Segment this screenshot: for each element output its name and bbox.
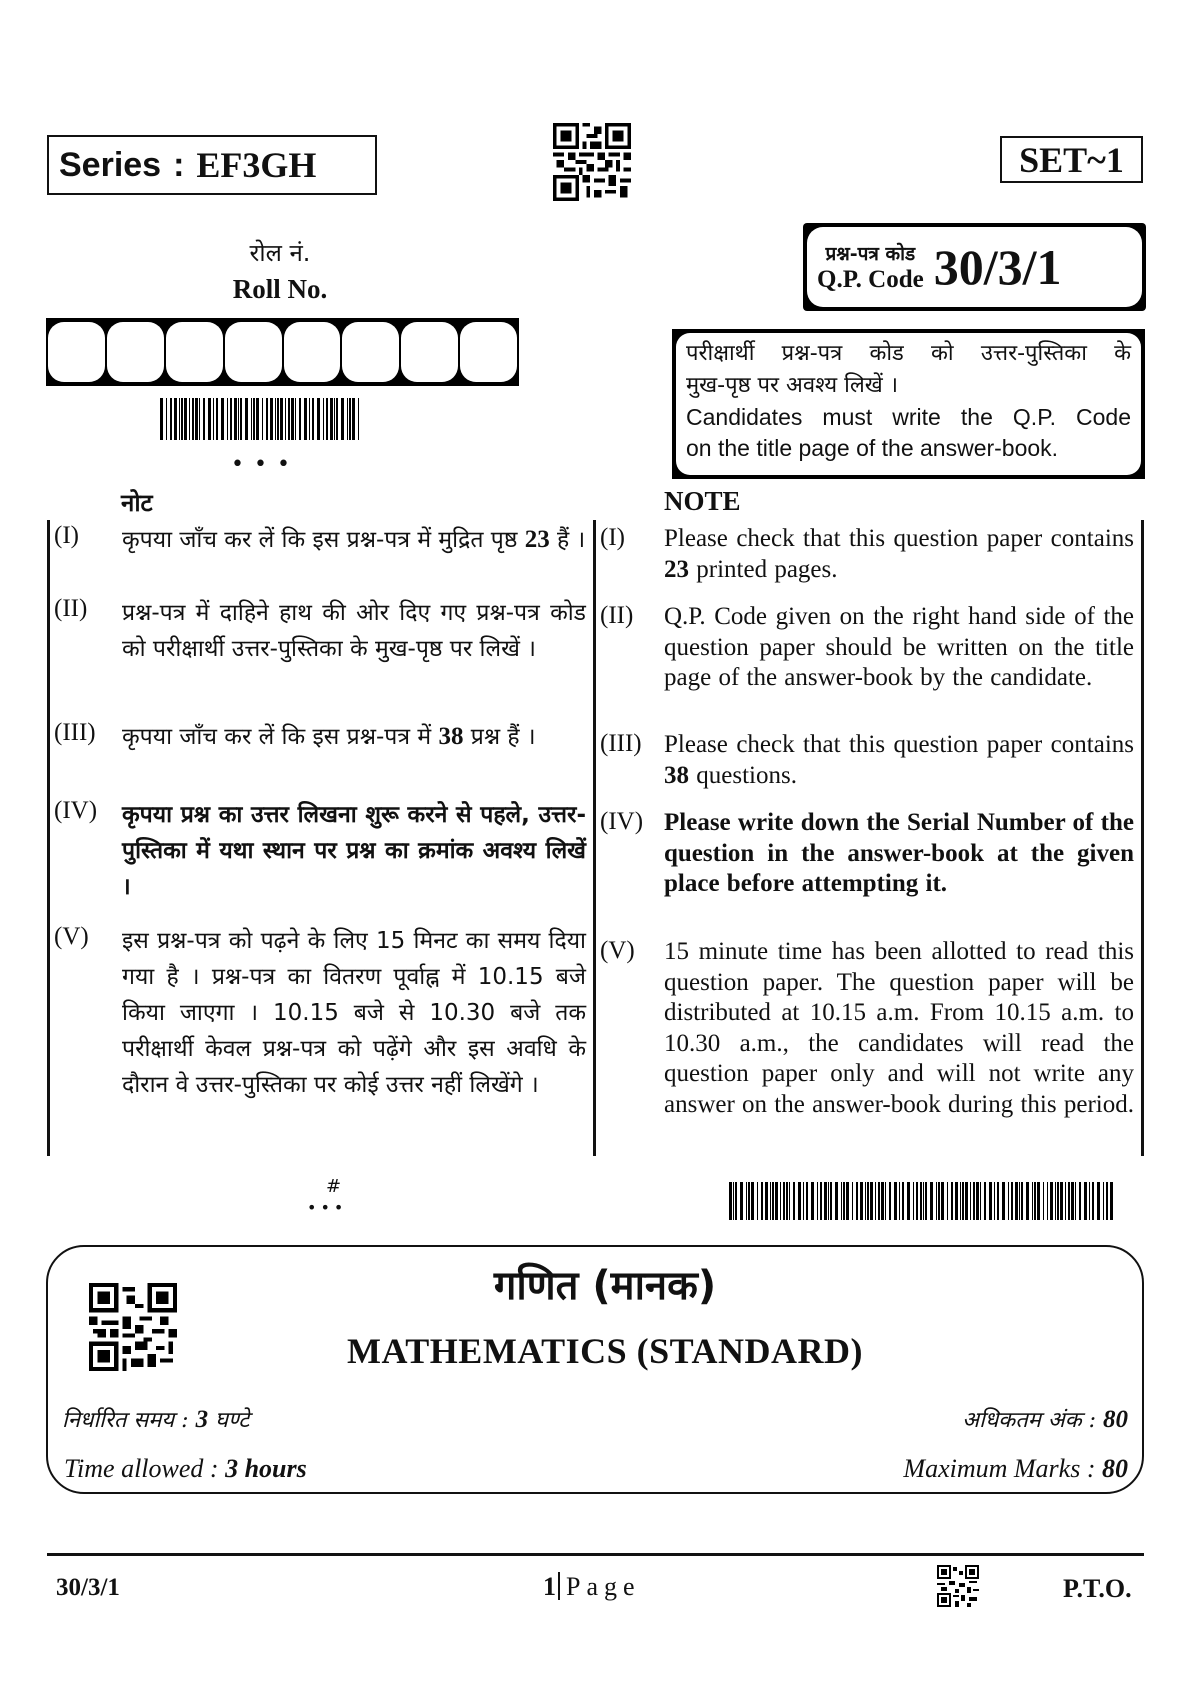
roll-number-label: Roll No. (232, 274, 328, 304)
series-value: EF3GH (196, 145, 317, 185)
dots-marker: ••• (307, 1198, 348, 1217)
time-allowed-hindi: निर्धारित समय : 3 घण्टे (62, 1406, 250, 1433)
roll-number-digit-box[interactable] (48, 322, 105, 382)
roll-number-boxes (46, 318, 519, 386)
note-item-english-2: (II) Q.P. Code given on the right hand side of the question paper should be written on the title page of the answer-book by the candidate. (600, 602, 1134, 730)
note-number: (II) (600, 602, 634, 629)
roll-number-digit-box[interactable] (401, 322, 458, 382)
qr-code-icon (553, 123, 631, 201)
notes-hindi-list (54, 522, 586, 1103)
roll-number-digit-box[interactable] (460, 322, 517, 382)
note-title-english: NOTE (664, 486, 741, 516)
subject-title-hindi: गणित (मानक) (493, 1263, 717, 1309)
note-item-english-1: (I) Please check that this question paper contains 23 printed pages. (600, 524, 1134, 602)
candidate-instruction-box (672, 329, 1145, 479)
hash-marker: # (326, 1176, 342, 1197)
subject-title: MATHEMATICS (STANDARD) (346, 1331, 863, 1371)
left-column-rule (47, 520, 50, 1156)
qr-code-icon (937, 1565, 979, 1607)
roll-number-digit-box[interactable] (342, 322, 399, 382)
instruction-hindi-line-2: मुख-पृष्ठ पर अवश्य लिखें । (686, 373, 899, 398)
note-number: (V) (600, 937, 635, 964)
please-turn-over: P.T.O. (1063, 1574, 1132, 1603)
notes-english-list (600, 524, 1134, 1120)
note-item-hindi-4: (IV) कृपया प्रश्न का उत्तर लिखना शुरू करने से पहले, उत्तर-पुस्तिका में यथा स्थान पर प्रश्न का क्रमांक अवश्य लिखें । (54, 797, 586, 923)
instruction-english-line-1: Candidates must write the Q.P. Code (686, 404, 1131, 430)
instruction-english-line-2: on the title page of the answer-book. (686, 435, 1059, 461)
note-item-hindi-3: (III) कृपया जाँच कर लें कि इस प्रश्न-पत्र में 38 प्रश्न हैं । (54, 719, 586, 797)
roll-number-digit-box[interactable] (225, 322, 282, 382)
page-number: 1 (543, 1572, 556, 1601)
page-separator (558, 1572, 560, 1600)
maximum-marks-hindi: अधिकतम अंक : 80 (962, 1406, 1128, 1433)
page-word: Page (566, 1572, 641, 1601)
qp-code-value: 30/3/1 (933, 239, 1062, 295)
note-title-hindi: नोट (121, 489, 153, 517)
qp-code-label: Q.P. Code (817, 266, 924, 293)
note-number: (II) (54, 595, 88, 622)
note-item-english-5: (V) 15 minute time has been allotted to read this question paper. The question paper will be distributed at 10.15 a.m. From 10.15 a.m. to 10.30 a.m., the candidates will read the question paper only and will not write any answer on the answer-book during this period. (600, 937, 1134, 1120)
center-column-rule (593, 520, 596, 1156)
qp-code-label-hindi: प्रश्न-पत्र कोड (825, 243, 916, 265)
note-item-hindi-2: (II) प्रश्न-पत्र में दाहिने हाथ की ओर दिए गए प्रश्न-पत्र कोड को परीक्षार्थी उत्तर-पुस्तिका के मुख-पृष्ठ पर लिखें । (54, 595, 586, 719)
note-item-hindi-1: (I) कृपया जाँच कर लें कि इस प्रश्न-पत्र में मुद्रित पृष्ठ 23 हैं । (54, 522, 586, 595)
footer-divider (47, 1553, 1144, 1556)
roll-number-digit-box[interactable] (284, 322, 341, 382)
note-item-english-4: (IV) Please write down the Serial Number of the question in the answer-book at the given place before attempting it. (600, 808, 1134, 937)
roll-number-digit-box[interactable] (107, 322, 164, 382)
maximum-marks: Maximum Marks : 80 (903, 1454, 1128, 1483)
note-number: (III) (54, 719, 96, 746)
series-label: Series (59, 145, 162, 184)
roll-number-label-hindi: रोल नं. (249, 239, 311, 267)
series-colon: : (173, 145, 185, 184)
roll-number-digit-box[interactable] (166, 322, 223, 382)
barcode-icon (729, 1182, 1114, 1220)
note-item-hindi-5: (V) इस प्रश्न-पत्र को पढ़ने के लिए 15 मिनट का समय दिया गया है । प्रश्न-पत्र का वितरण पूर्वाह्न में 10.15 बजे किया जाएगा । 10.15 बजे से 10.30 बजे तक परीक्षार्थी केवल प्रश्न-पत्र को पढ़ेंगे और इस अवधि के दौरान वे उत्तर-पुस्तिका पर कोई उत्तर नहीं लिखेंगे । (54, 923, 586, 1103)
page-indicator (543, 1572, 641, 1602)
barcode-icon (160, 398, 362, 440)
note-number: (IV) (54, 797, 98, 824)
note-number: (I) (54, 522, 79, 549)
time-allowed: Time allowed : 3 hours (64, 1454, 307, 1483)
dots-marker: ••• (231, 452, 300, 477)
right-column-rule (1141, 520, 1144, 1156)
footer-qp-code: 30/3/1 (56, 1574, 120, 1601)
instruction-hindi-line-1: परीक्षार्थी प्रश्न-पत्र कोड को उत्तर-पुस्तिका के (686, 341, 1131, 366)
qp-code-box (803, 223, 1146, 311)
note-number: (I) (600, 524, 625, 551)
series-box (47, 135, 377, 195)
note-number: (V) (54, 923, 89, 950)
note-number: (IV) (600, 808, 644, 835)
note-number: (III) (600, 730, 642, 757)
note-item-english-3: (III) Please check that this question paper contains 38 questions. (600, 730, 1134, 808)
set-number-box: SET~1 (1000, 136, 1143, 183)
